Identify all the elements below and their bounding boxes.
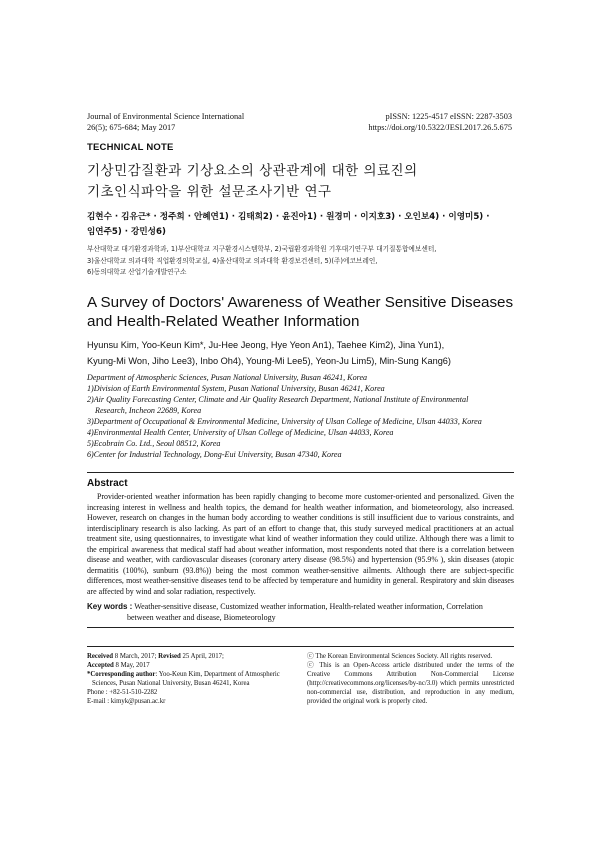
english-title-line1: A Survey of Doctors' Awareness of Weather Sensitive Diseases (87, 294, 514, 311)
keywords (87, 601, 514, 623)
korean-affil-line2: 3)울산대학교 의과대학 직업환경의학교실, 4)울산대학교 의과대학 환경보건센터, 5)(주)에코브레인, (87, 256, 378, 265)
received-date: 8 March, 2017; (114, 653, 157, 660)
affiliation: Research, Incheon 22689, Korea (95, 406, 202, 415)
korean-title-line2: 기초인식파악을 위한 설문조사기반 연구 (87, 184, 332, 200)
footer-rule (87, 646, 514, 647)
copyright-notice (307, 652, 514, 707)
affiliation: 4)Environmental Health Center, University of Ulsan College of Medicine, Ulsan 44033, Korea (87, 428, 394, 437)
english-title-line2: and Health-Related Weather Information (87, 313, 360, 330)
keywords-label: Key words : (87, 602, 133, 611)
article-history (87, 652, 287, 707)
keywords-bottom-rule (87, 627, 514, 628)
english-authors (87, 337, 517, 369)
affiliation: 2)Air Quality Forecasting Center, Climate and Air Quality Research Department, National Institute of Environmental (87, 395, 469, 404)
corresponding-email[interactable]: E-mail : kimyk@pusan.ac.kr (87, 698, 166, 706)
accepted-label: Accepted (87, 662, 114, 670)
copyright-line: ⓒ The Korean Environmental Sciences Society. All rights reserved. (307, 653, 493, 660)
abstract-top-rule (87, 472, 514, 473)
corresponding-line1: : Yoo-Keun Kim, Department of Atmospheric (155, 671, 280, 679)
journal-header-right (368, 111, 512, 133)
revised-date: 25 April, 2017; (182, 653, 224, 660)
affiliation: 1)Division of Earth Environmental System, Pusan National University, Busan 46241, Korea (87, 384, 385, 393)
journal-header-left (87, 111, 244, 133)
english-affiliations (87, 372, 527, 460)
english-title (87, 293, 527, 331)
korean-title (87, 161, 527, 203)
corresponding-line2: Sciences, Pusan National University, Busan 46241, Korea (92, 680, 250, 688)
keywords-text-line1: Weather-sensitive disease, Customized weather information, Health-related weather information, Correlation (134, 602, 483, 611)
korean-affil-line1: 부산대학교 대기환경과학과, 1)부산대학교 지구환경시스템학부, 2)국립환경과학원 기후대기연구부 대기질통합예보센터, (87, 245, 437, 253)
keywords-text-line2: between weather and disease, Biometeorology (127, 613, 276, 622)
affiliation: 6)Center for Industrial Technology, Dong-Eui University, Busan 47340, Korea (87, 450, 342, 459)
accepted-date: 8 May, 2017 (115, 662, 150, 670)
received-label: Received (87, 653, 114, 660)
license-text: ⓒ This is an Open-Access article distributed under the terms of the Creative Commons Attribution Non-Commercial License (http://creativecommons.org/licenses/by-nc/3.0) which permits unrestricted non-commercial use, distribution, and reproduction in any medium, provided the original work is properly cited. (307, 662, 514, 706)
journal-issn: pISSN: 1225-4517 eISSN: 2287-3503 (385, 112, 512, 121)
korean-authors-line2: 임연주5) · 강민성6) (87, 227, 166, 237)
abstract-heading: Abstract (87, 478, 128, 489)
journal-issue: 26(5); 675-684; May 2017 (87, 123, 176, 132)
doi-link[interactable]: https://doi.org/10.5322/JESI.2017.26.5.675 (368, 123, 512, 132)
corresponding-phone: Phone : +82-51-510-2282 (87, 689, 158, 697)
english-authors-line2: Kyung-Mi Won, Jiho Lee3), Inbo Oh4), Young-Mi Lee5), Yeon-Ju Lim5), Min-Sung Kang6) (87, 356, 451, 366)
article-type: TECHNICAL NOTE (87, 142, 174, 153)
english-authors-line1: Hyunsu Kim, Yoo-Keun Kim*, Ju-Hee Jeong, Hye Yeon An1), Taehee Kim2), Jina Yun1), (87, 340, 445, 350)
korean-authors (87, 210, 517, 240)
journal-name: Journal of Environmental Science International (87, 112, 245, 121)
korean-title-line1: 기상민감질환과 기상요소의 상관관계에 대한 의료진의 (87, 163, 418, 179)
korean-authors-line1: 김현수 · 김유근* · 정주희 · 안혜연1) · 김태희2) · 윤진아1) · 원경미 · 이지호3) · 오인보4) · 이영미5) · (87, 212, 490, 222)
revised-label: Revised (158, 653, 181, 660)
affiliation: 5)Ecobrain Co. Ltd., Seoul 08512, Korea (87, 439, 221, 448)
korean-affiliations (87, 244, 527, 279)
korean-affil-line3: 6)동의대학교 산업기술개발연구소 (87, 268, 187, 276)
affiliation: 3)Department of Occupational & Environmental Medicine, University of Ulsan College of Medicine, Ulsan 44033, Korea (87, 417, 482, 426)
affiliation: Department of Atmospheric Sciences, Pusan National University, Busan 46241, Korea (87, 373, 368, 382)
abstract-text: Provider-oriented weather information has been rapidly changing to become more customer-oriented and personalized. Given the increasing interest in wellness and health topics, the demand for health weather information, and biometeorology, also increased. However, research on changes in the human body according to weather conditions is still insufficient due to various constraints, and interdisciplinary research is also lacking. As part of an effort to change that, this study surveyed medical practitioners at an actual treatment site, using questionnaires, to investigate what kind of weather information they could utilize. Although there was a limit to the empirical awareness that medical staff had about weather information, most respondents noted that there is a correlation between disease and weather, with cardiovascular diseases (coronary artery disease (98.5%) and hypertension (95.9% ), skin diseases (atopic dermatitis (100%), sunburn (93.8%)) being the most common weather-sensitive ailments. Although there are subject-specific differences, most weather-sensitive diseases tend to be affected by temperature and humidity in general. Respiratory and skin diseases are affected by wind and solar radiation, respectively. (87, 492, 514, 596)
corresponding-label: *Corresponding author (87, 671, 156, 679)
